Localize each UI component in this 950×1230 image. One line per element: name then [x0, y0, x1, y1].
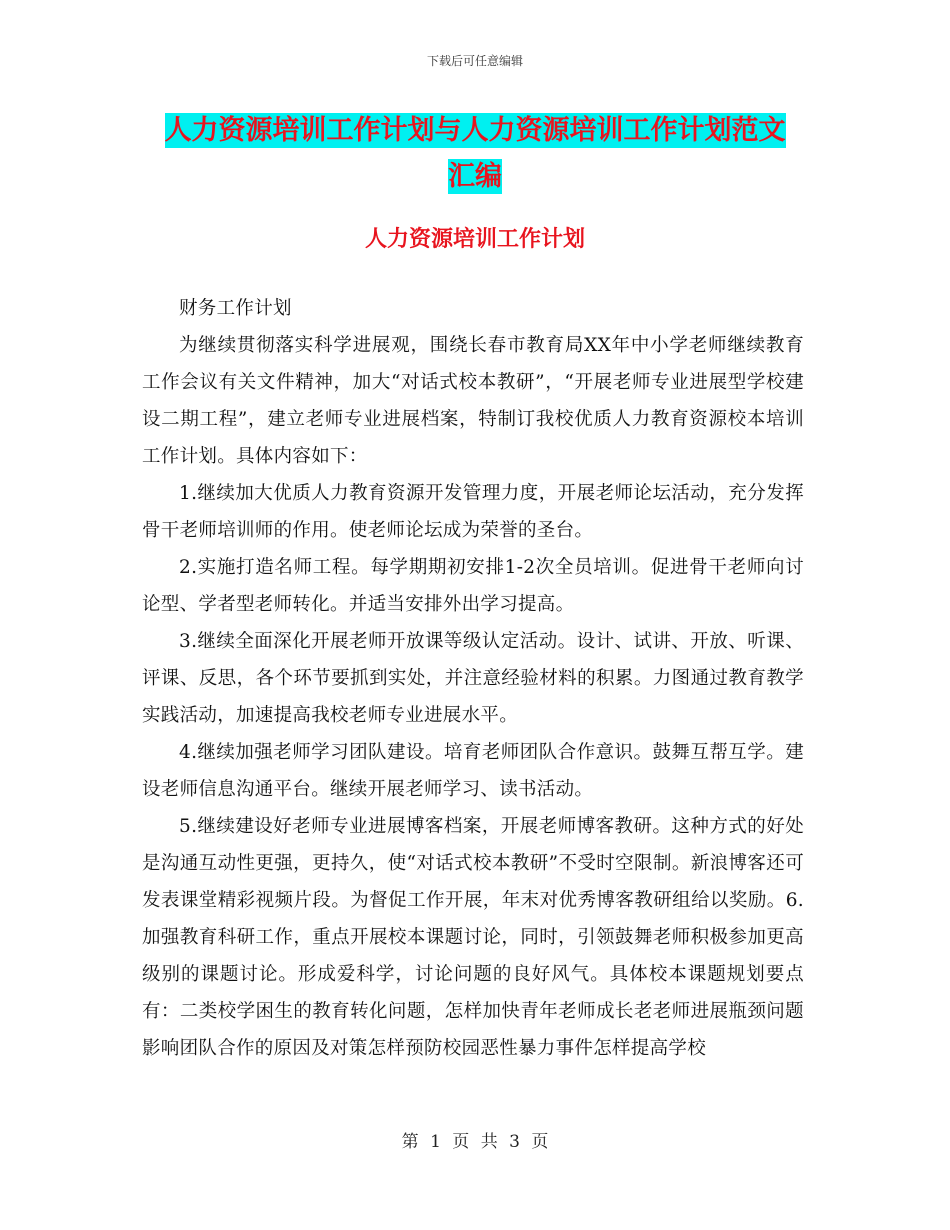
page-footer: 第 1 页 共 3 页: [401, 1132, 549, 1152]
paragraph-item-4: 4.继续加强老师学习团队建设。培育老师团队合作意识。鼓舞互帮互学。建设老师信息沟通平台。继续开展老师学习、读书活动。: [142, 742, 804, 800]
document-body: [142, 290, 804, 1067]
header-note: 下载后可任意编辑: [426, 54, 523, 68]
paragraph-heading: 财务工作计划: [179, 298, 292, 319]
paragraph-item-3: 3.继续全面深化开展老师开放课等级认定活动。设计、试讲、开放、听课、评课、反思，各个环节要抓到实处，并注意经验材料的积累。力图通过教育教学实践活动，加速提高我校老师专业进展水平。: [142, 631, 804, 726]
paragraph-item-5: 5.继续建设好老师专业进展博客档案，开展老师博客教研。这种方式的好处是沟通互动性更强，更持久，使“对话式校本教研”不受时空限制。新浪博客还可发表课堂精彩视频片段。为督促工作开展，年末对优秀博客教研组给以奖励。6.加强教育科研工作，重点开展校本课题讨论，同时，引领鼓舞老师积极参加更高级别的课题讨论。形成爱科学，讨论问题的良好风气。具体校本课题规划要点有：二类校学困生的教育转化问题，怎样加快青年老师成长老老师进展瓶颈问题影响团队合作的原因及对策怎样预防校园恶性暴力事件怎样提高学校: [142, 816, 804, 1059]
paragraph-item-1: 1.继续加大优质人力教育资源开发管理力度，开展老师论坛活动，充分发挥骨干老师培训师的作用。使老师论坛成为荣誉的圣台。: [142, 483, 804, 541]
document-title-line-2: 汇编: [448, 161, 502, 192]
section-title: 人力资源培训工作计划: [364, 227, 585, 252]
document-title-line-1: 人力资源培训工作计划与人力资源培训工作计划范文: [164, 115, 786, 146]
document-title: [140, 108, 810, 200]
paragraph-intro: 为继续贯彻落实科学进展观，围绕长春市教育局XX年中小学老师继续教育工作会议有关文件精神，加大“对话式校本教研”，“开展老师专业进展型学校建设二期工程”，建立老师专业进展档案，特制订我校优质人力教育资源校本培训工作计划。具体内容如下：: [142, 335, 804, 467]
paragraph-item-2: 2.实施打造名师工程。每学期期初安排1-2次全员培训。促进骨干老师向讨论型、学者型老师转化。并适当安排外出学习提高。: [142, 557, 804, 615]
